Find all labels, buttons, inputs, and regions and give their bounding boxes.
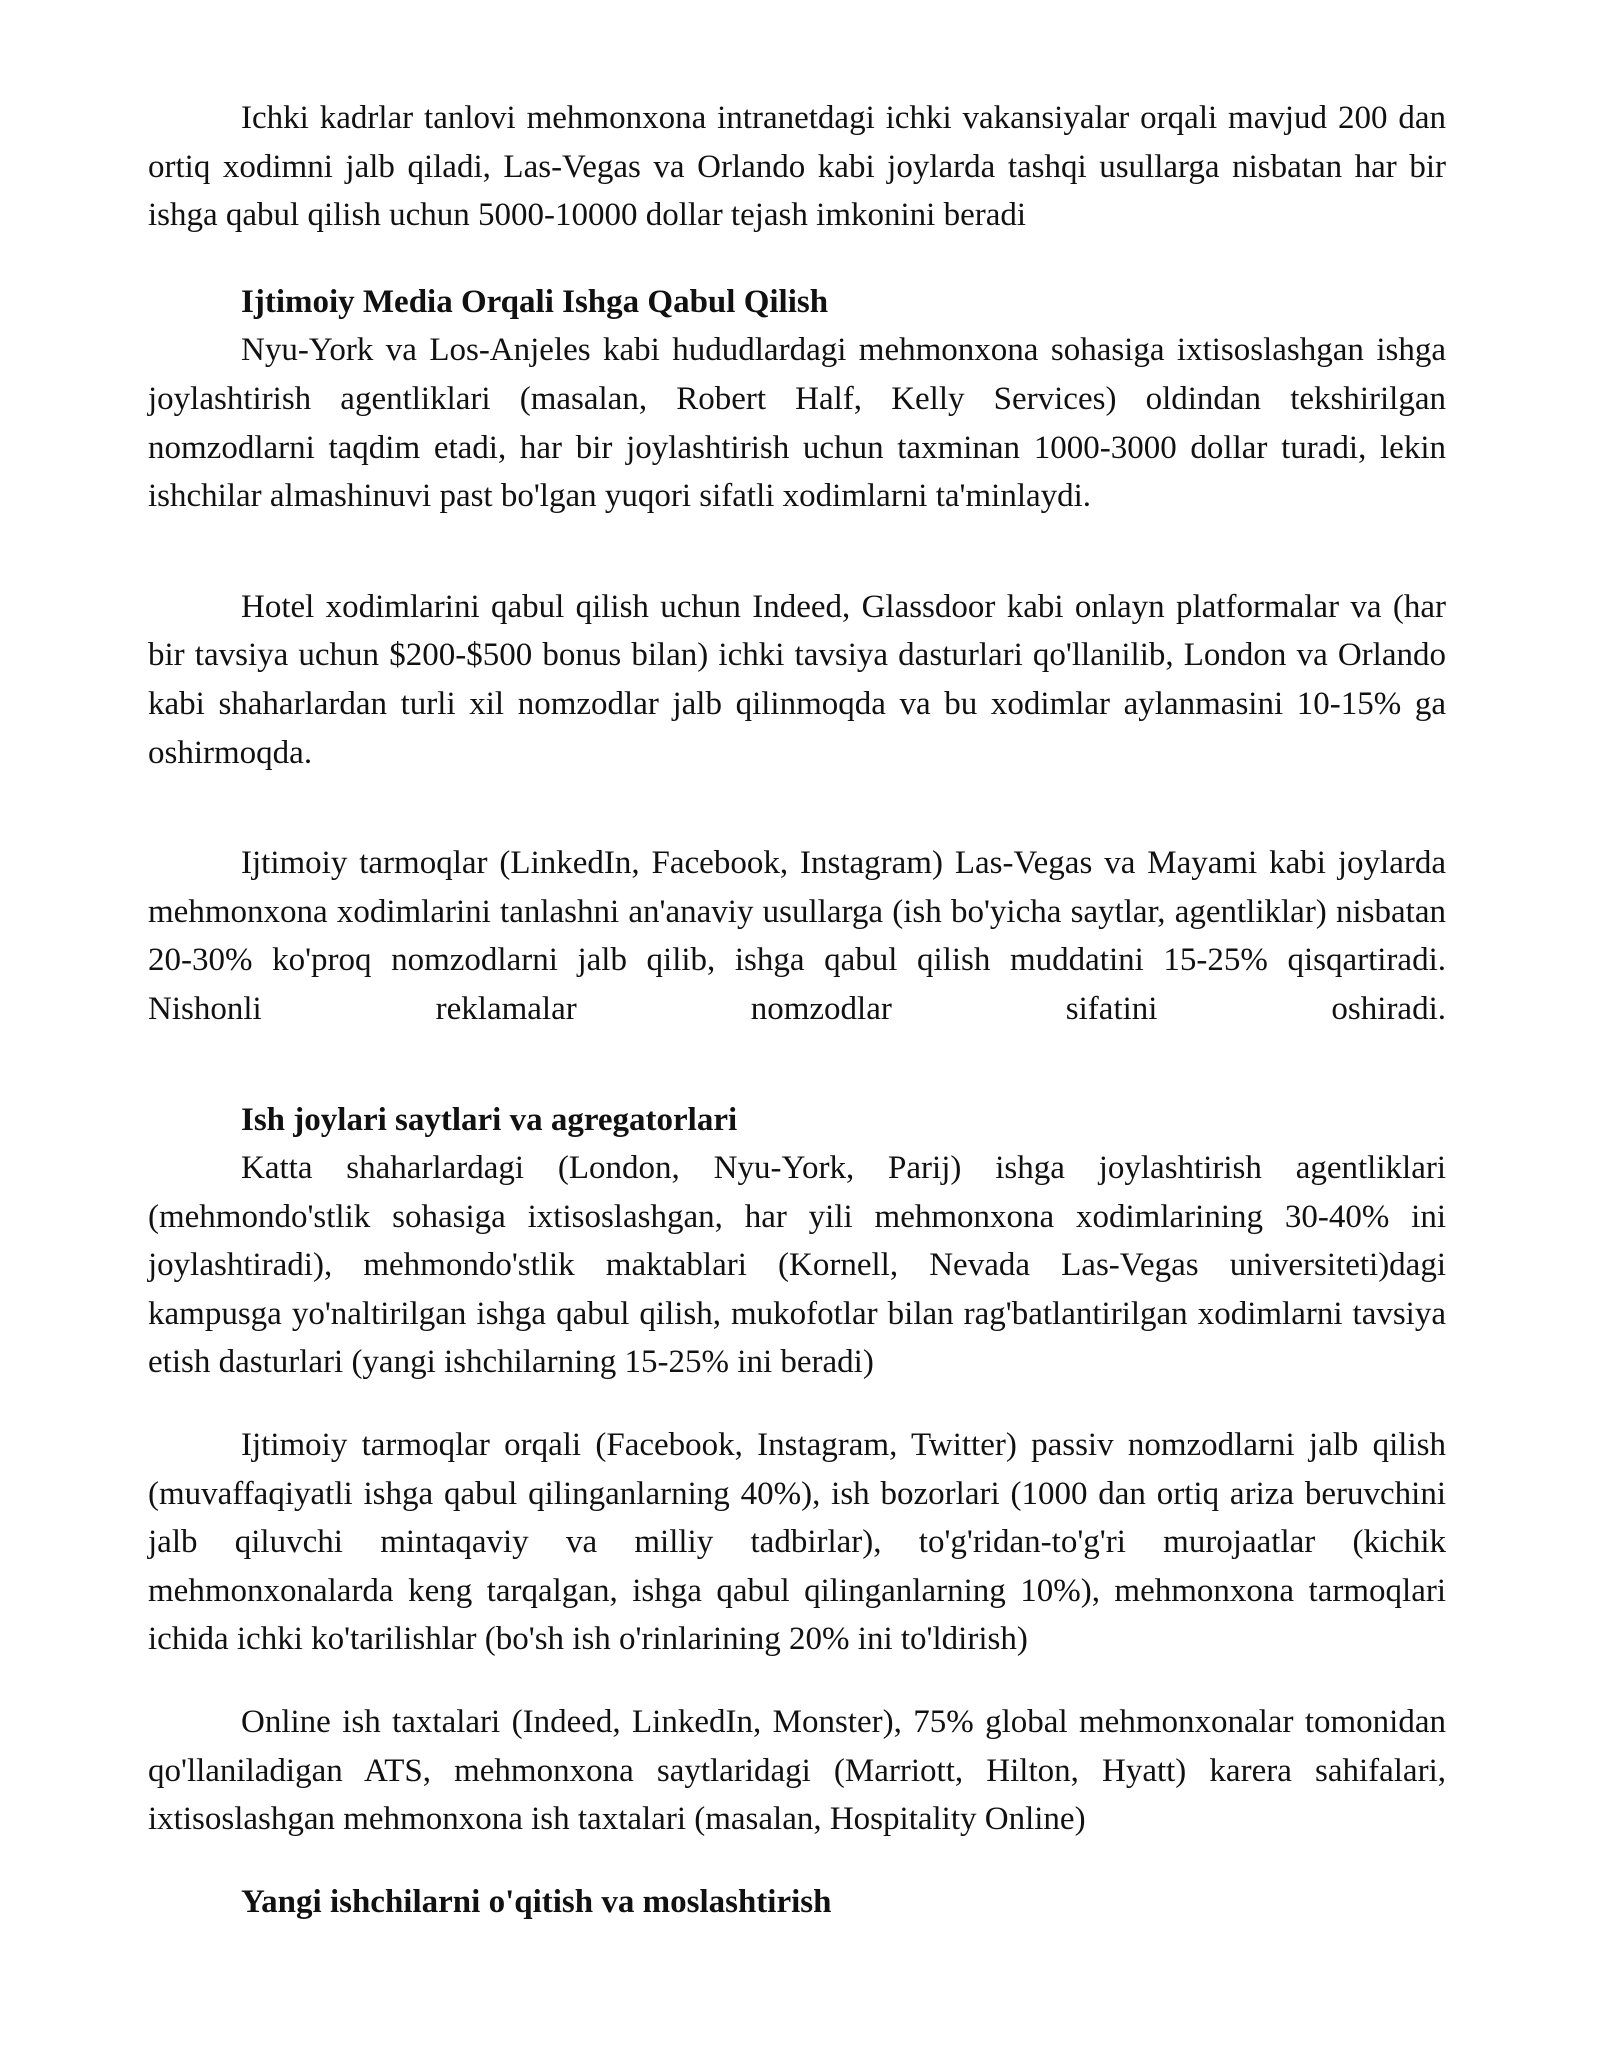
paragraph-online-platforms: Hotel xodimlarini qabul qilish uchun Indeed, Glassdoor kabi onlayn platformalar va (har bir tavsiya uchun $200-$500 bonus bilan) ichki tavsiya dasturlari qo'llanilib, London va Orlando kabi shaharlardan turli xil nomzodlar jalb qilinmoqda va bu xodimlar aylanmasini 10-15% ga oshirmoqda. [148,588,1446,771]
paragraph-staffing-agencies: Nyu-York va Los-Anjeles kabi hududlardagi mehmonxona sohasiga ixtisoslashgan ishga joylashtirish agentliklari (masalan, Robert Half, Kelly Services) oldindan tekshirilgan nomzodlarni taqdim etadi, har bir joylashtirish uchun taxminan 1000-3000 dollar turadi, lekin ishchilar almashinuvi past bo'lgan yuqori sifatli xodimlarni ta'minlaydi. [148,332,1446,515]
paragraph-online-job-boards: Online ish taxtalari (Indeed, LinkedIn, Monster), 75% global mehmonxonalar tomonidan qo'llaniladigan ATS, mehmonxona saytlaridagi (Marriott, Hilton, Hyatt) karera sahifalari, ixtisoslashgan mehmonxona ish taxtalari (masalan, Hospitality Online) [148,1704,1446,1838]
paragraph-internal-selection: Ichki kadrlar tanlovi mehmonxona intranetdagi ichki vakansiyalar orqali mavjud 200 dan ortiq xodimni jalb qiladi, Las-Vegas va Orlando kabi joylarda tashqi usullarga nisbatan har bir ishga qabul qilish uchun 5000-10000 dollar tejash imkonini beradi [148,100,1446,234]
paragraph-social-networks: Ijtimoiy tarmoqlar (LinkedIn, Facebook, Instagram) Las-Vegas va Mayami kabi joylarda mehmonxona xodimlarini tanlashni an'anaviy usullarga (ish bo'yicha saytlar, agentliklar) nisbatan 20-30% ko'proq nomzodlarni jalb qilib, ishga qabul qilish muddatini 15-25% qisqartiradi. Nishonli reklamalar nomzodlar sifatini oshiradi. [148,845,1446,1027]
paragraph-recruitment-agencies: Katta shaharlardagi (London, Nyu-York, Parij) ishga joylashtirish agentliklari (mehmondo'stlik sohasiga ixtisoslashgan, har yili mehmonxona xodimlarining 30-40% ini joylashtiradi), mehmondo'stlik maktablari (Kornell, Nevada Las-Vegas universiteti)dagi kampusga yo'naltirilgan ishga qabul qilish, mukofotlar bilan rag'batlantirilgan xodimlarni tavsiya etish dasturlari (yangi ishchilarning 15-25% ini beradi) [148,1150,1446,1381]
heading-social-media-recruiting: Ijtimoiy Media Orqali Ishga Qabul Qilish [241,283,829,320]
document-page [148,94,1446,1926]
heading-new-employee-training: Yangi ishchilarni o'qitish va moslashtirish [241,1883,832,1920]
paragraph-passive-candidates: Ijtimoiy tarmoqlar orqali (Facebook, Instagram, Twitter) passiv nomzodlarni jalb qilish (muvaffaqiyatli ishga qabul qilinganlarning 40%), ish bozorlari (1000 dan ortiq ariza beruvchini jalb qiluvchi mintaqaviy va milliy tadbirlar), to'g'ridan-to'g'ri murojaatlar (kichik mehmonxonalarda keng tarqalgan, ishga qabul qilinganlarning 10%), mehmonxona tarmoqlari ichida ichki ko'tarilishlar (bo'sh ish o'rinlarining 20% ini to'ldirish) [148,1427,1446,1658]
heading-job-sites-aggregators: Ish joylari saytlari va agregatorlari [241,1101,738,1138]
